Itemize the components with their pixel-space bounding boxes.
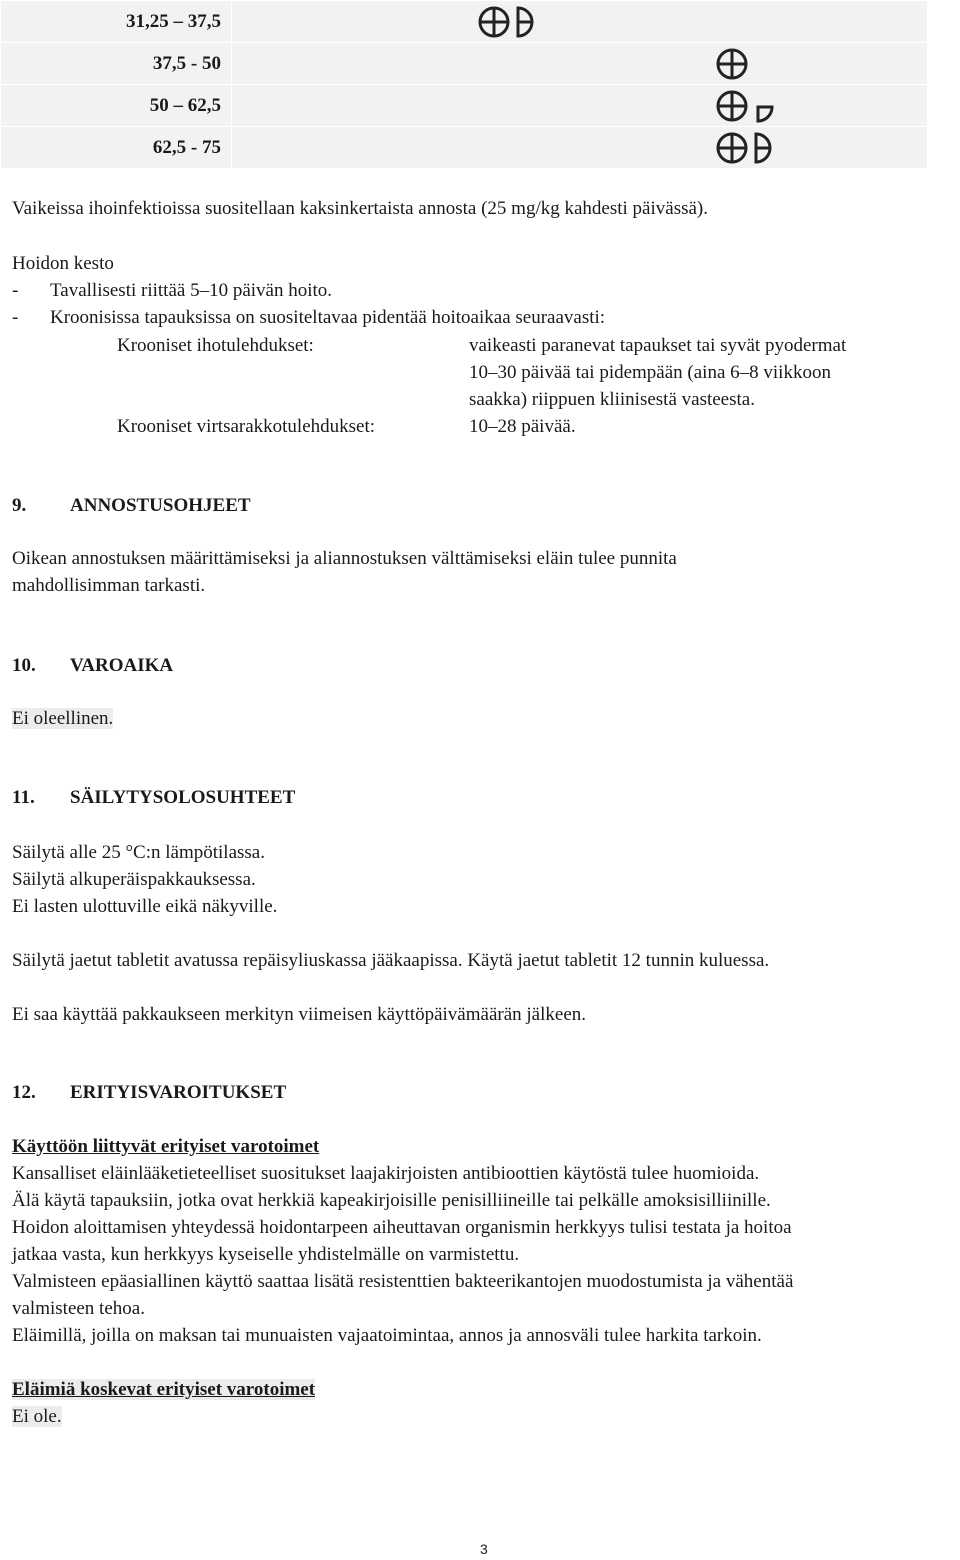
table-row — [1, 127, 928, 169]
bullet-text: Kroonisissa tapauksissa on suositeltavaa pidentää hoitoaikaa seuraavasti: — [50, 307, 606, 328]
section-number: 10. — [12, 655, 36, 676]
bullet-dash: - — [12, 280, 19, 301]
warning-text-6: valmisteen tehoa. — [12, 1298, 145, 1319]
table-row — [1, 85, 928, 127]
storage-text-4: Säilytä jaetut tabletit avatussa repäisyliuskassa jääkaapissa. Käytä jaetut tabletit 12 tunnin kuluessa. — [12, 950, 770, 971]
tablet-cell — [232, 1, 928, 43]
chronic-urinary-value: 10–28 päivää. — [469, 416, 576, 437]
section-9-text-2: mahdollisimman tarkasti. — [12, 575, 206, 596]
section-number: 9. — [12, 495, 27, 516]
weight-range-cell: 62,5 - 75 — [1, 127, 232, 169]
warning-text-1: Kansalliset eläinlääketieteelliset suositukset laajakirjoisten antibioottien käytöstä tulee huomioida. — [12, 1163, 760, 1184]
whole-tablet-plus-half-tablet-icon — [478, 5, 540, 39]
weight-range-cell: 50 – 62,5 — [1, 85, 232, 127]
weight-range-cell: 31,25 – 37,5 — [1, 1, 232, 43]
subheading-use-precautions: Käyttöön liittyvät erityiset varotoimet — [12, 1136, 320, 1157]
storage-text-3: Ei lasten ulottuville eikä näkyville. — [12, 896, 278, 917]
section-11-heading — [12, 787, 295, 809]
weight-range-cell: 37,5 - 50 — [1, 43, 232, 85]
tablet-cell — [232, 43, 928, 85]
whole-tablet-plus-half-tablet-icon — [714, 131, 776, 165]
chronic-skin-label: Krooniset ihotulehdukset: — [117, 335, 314, 356]
section-number: 11. — [12, 787, 35, 808]
chronic-skin-value-2: 10–30 päivää tai pidempään (aina 6–8 viikkoon — [469, 362, 831, 383]
whole-tablet-plus-quarter-tablet-icon — [714, 89, 780, 123]
section-9-text-1: Oikean annostuksen määrittämiseksi ja aliannostuksen välttämiseksi eläin tulee punnita — [12, 548, 677, 569]
subheading-animal-precautions — [12, 1379, 315, 1401]
duration-title: Hoidon kesto — [12, 253, 114, 274]
warning-text-2: Älä käytä tapauksiin, jotka ovat herkkiä kapeakirjoisille penisilliineille tai pelkälle amoksisilliinille. — [12, 1190, 771, 1211]
warning-text-7: Eläimillä, joilla on maksan tai munuaisten vajaatoimintaa, annos ja annosväli tulee harkita tarkoin. — [12, 1325, 762, 1346]
section-title: VAROAIKA — [70, 655, 174, 676]
storage-text-5: Ei saa käyttää pakkaukseen merkityn viimeisen käyttöpäivämäärän jälkeen. — [12, 1004, 586, 1025]
duration-bullet-1 — [12, 280, 332, 302]
table-row — [1, 43, 928, 85]
page-number: 3 — [480, 1541, 488, 1557]
section-9-heading — [12, 495, 251, 517]
bullet-dash: - — [12, 307, 19, 328]
warning-text-5: Valmisteen epäasiallinen käyttö saattaa lisätä resistenttien bakteerikantojen muodostumista ja vähentää — [12, 1271, 794, 1292]
tablet-cell — [232, 127, 928, 169]
dosage-table — [0, 0, 928, 169]
warning-text-4: jatkaa vasta, kun herkkyys kyseiselle yhdistelmälle on varmistettu. — [12, 1244, 520, 1265]
bullet-text: Tavallisesti riittää 5–10 päivän hoito. — [50, 280, 333, 301]
whole-tablet-icon — [714, 47, 750, 81]
duration-bullet-2 — [12, 307, 605, 329]
subheading-text: Eläimiä koskevat erityiset varotoimet — [12, 1379, 316, 1400]
section-title: ERITYISVAROITUKSET — [70, 1082, 287, 1103]
section-10-text — [12, 708, 113, 730]
severe-infection-note: Vaikeissa ihoinfektioissa suositellaan kaksinkertaista annosta (25 mg/kg kahdesti päivässä). — [12, 198, 708, 219]
storage-text-2: Säilytä alkuperäispakkauksessa. — [12, 869, 256, 890]
section-12-heading — [12, 1082, 286, 1104]
section-number: 12. — [12, 1082, 36, 1103]
animal-precautions-value: Ei ole. — [12, 1406, 62, 1427]
animal-precautions-text — [12, 1406, 62, 1428]
section-title: SÄILYTYSOLOSUHTEET — [70, 787, 296, 808]
chronic-skin-value-1: vaikeasti paranevat tapaukset tai syvät pyodermat — [469, 335, 847, 356]
warning-text-3: Hoidon aloittamisen yhteydessä hoidontarpeen aiheuttavan organismin herkkyys tulisi testata ja hoitoa — [12, 1217, 792, 1238]
chronic-urinary-label: Krooniset virtsarakkotulehdukset: — [117, 416, 376, 437]
table-row — [1, 1, 928, 43]
storage-text-1: Säilytä alle 25 °C:n lämpötilassa. — [12, 842, 265, 863]
chronic-skin-value-3: saakka) riippuen kliinisestä vasteesta. — [469, 389, 755, 410]
tablet-cell — [232, 85, 928, 127]
section-10-heading — [12, 655, 173, 677]
withdrawal-text: Ei oleellinen. — [12, 708, 114, 729]
section-title: ANNOSTUSOHJEET — [70, 495, 251, 516]
